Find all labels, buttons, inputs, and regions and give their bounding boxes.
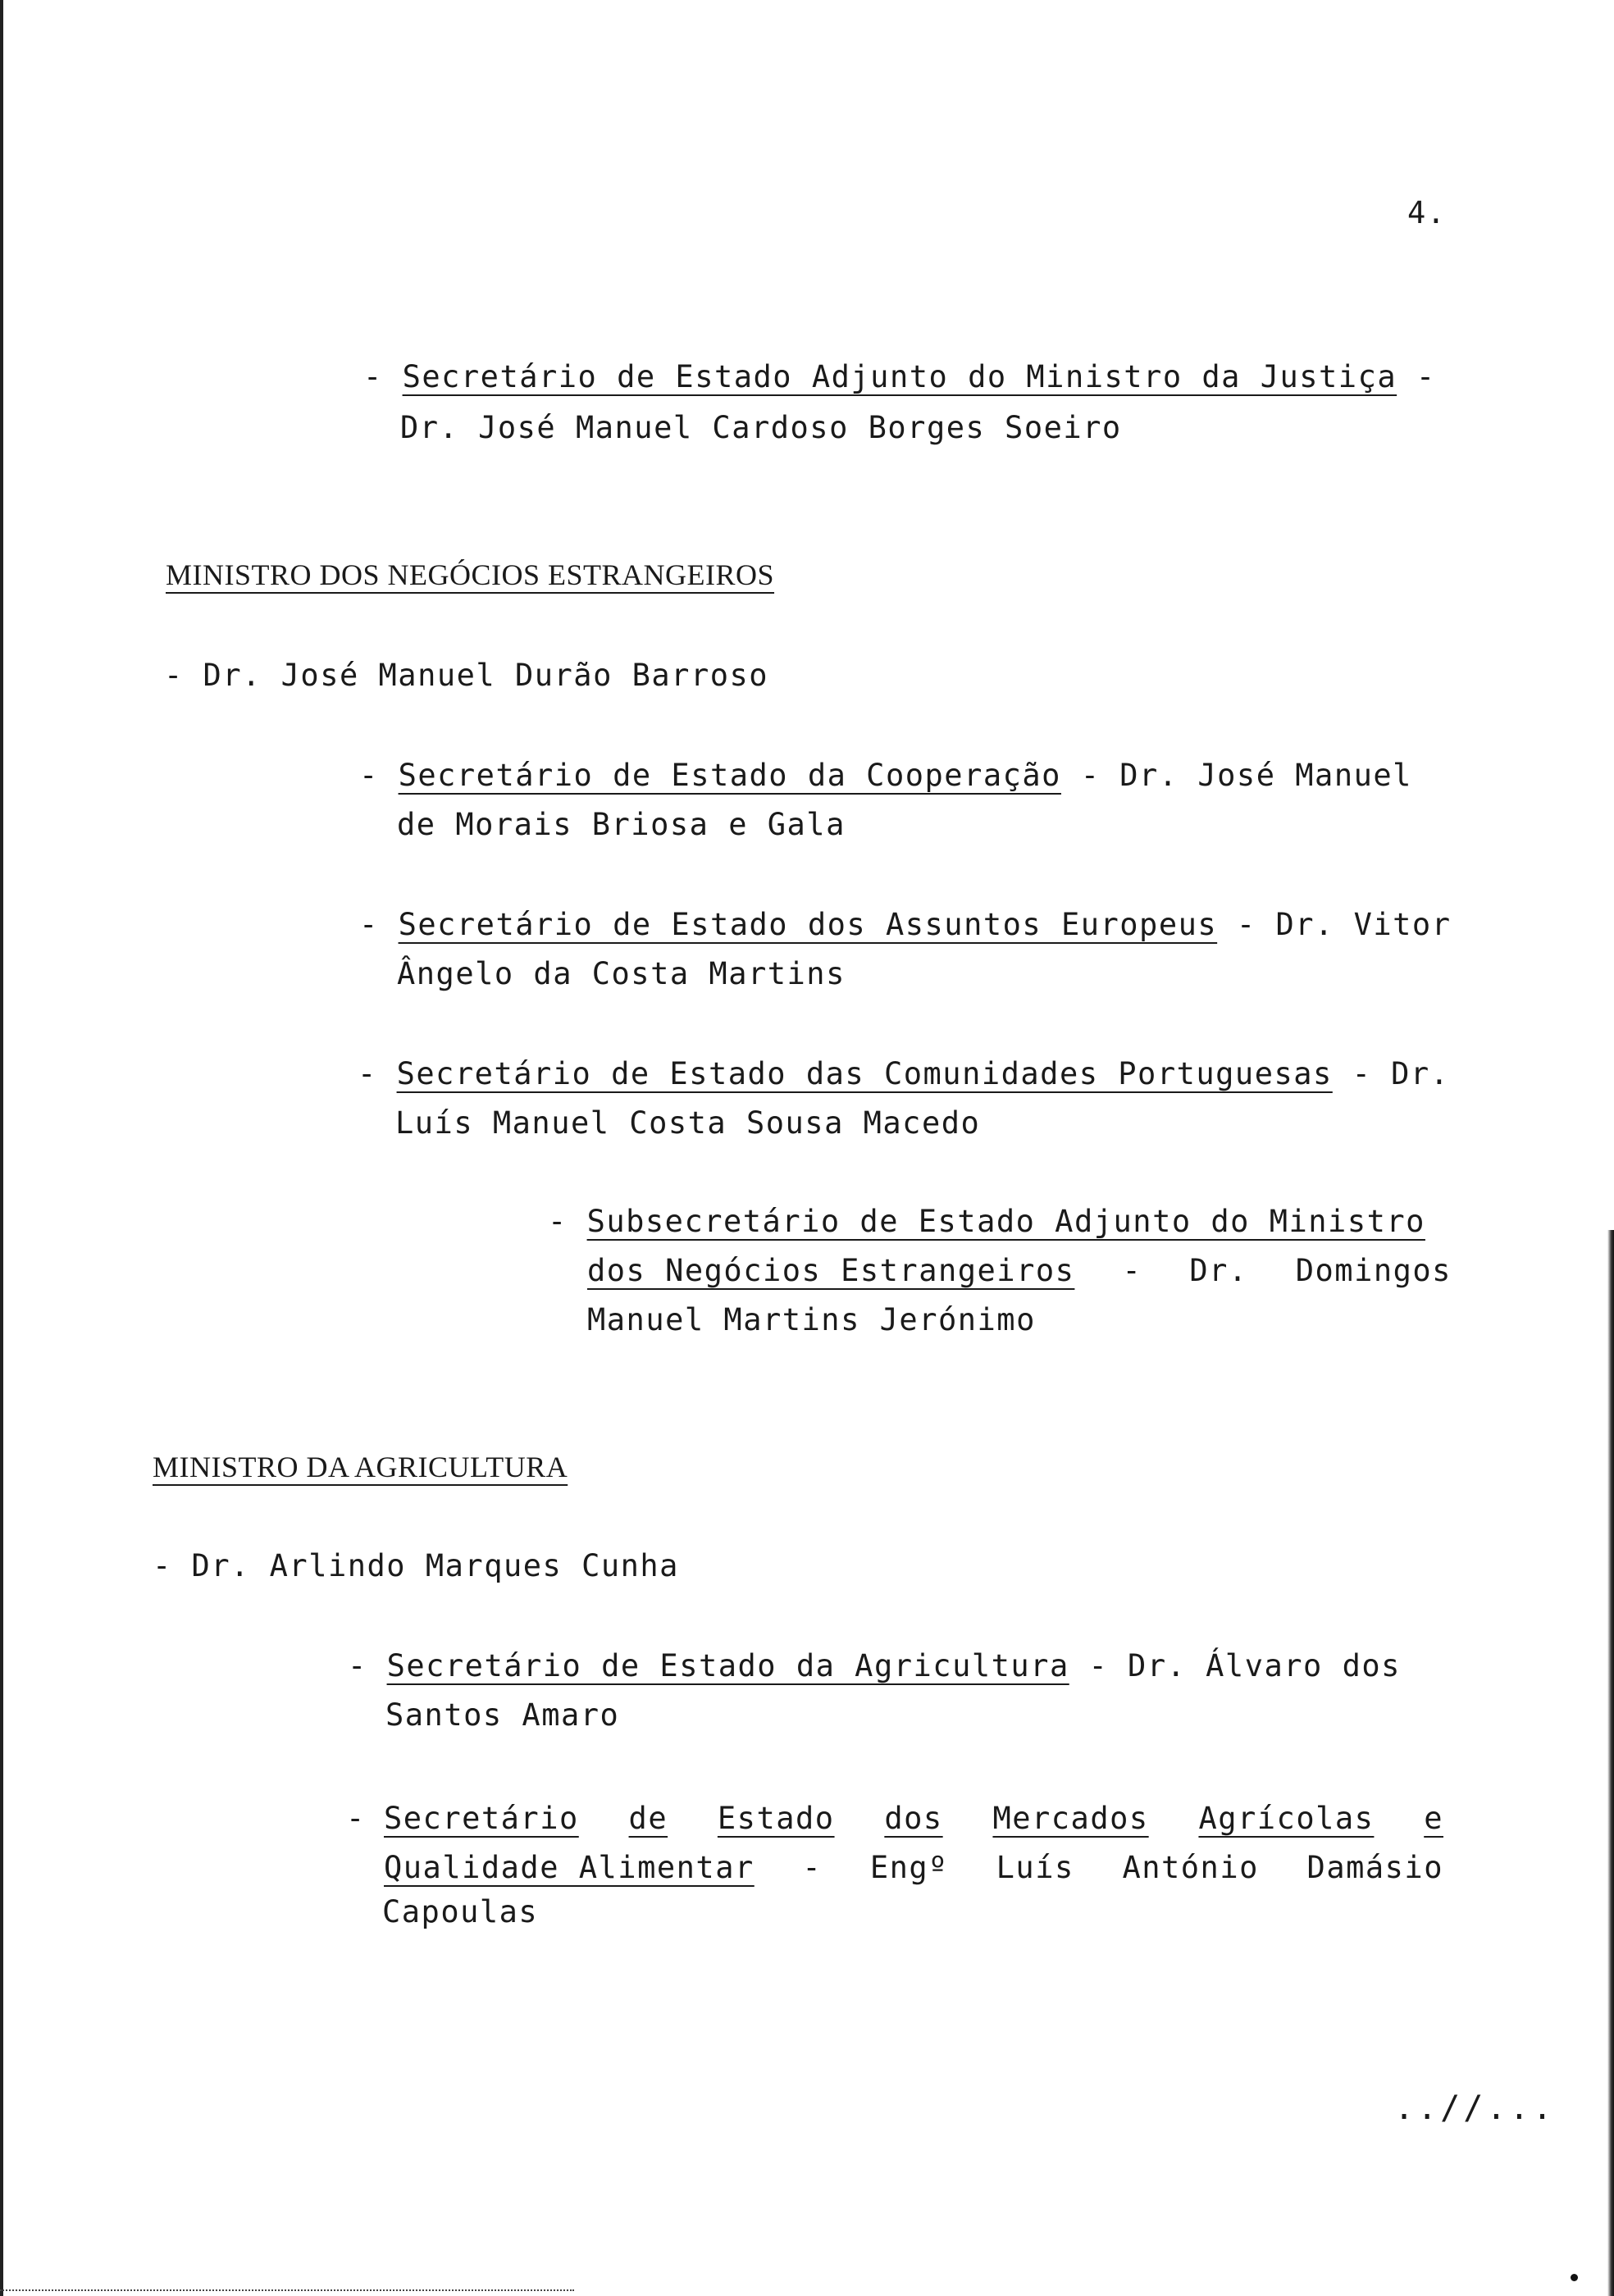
entry-title: Secretário de Estado dos Assuntos Europeus (398, 907, 1218, 942)
entry-name: Ângelo da Costa Martins (397, 956, 846, 991)
entry-title: dos Negócios Estrangeiros (587, 1253, 1075, 1288)
continuation-mark: ..//... (1394, 2089, 1556, 2127)
entry-title: Secretário de Estado da Agricultura (386, 1648, 1069, 1683)
entry-name: Santos Amaro (385, 1697, 620, 1733)
entry-title: Secretário de Estado das Comunidades Portuguesas (396, 1056, 1333, 1091)
minister-name: - Dr. Arlindo Marques Cunha (153, 1548, 679, 1583)
entry-mercados-dash: - (346, 1801, 366, 1836)
entry-title: Secretário de Estado da Cooperação (398, 758, 1061, 793)
section-heading-agricultura: MINISTRO DA AGRICULTURA (153, 1451, 568, 1483)
entry-name: de Morais Briosa e Gala (397, 807, 846, 842)
minister-name: - Dr. José Manuel Durão Barroso (164, 658, 769, 693)
entry-mercados-line2: Qualidade Alimentar - Engº Luís António Damásio (384, 1850, 1443, 1885)
entry-mercados-line1: Secretário de Estado dos Mercados Agrícolas e (384, 1801, 1443, 1836)
entry-subsecretario: - Subsecretário de Estado Adjunto do Ministro (548, 1204, 1425, 1239)
page-number: 4. (1407, 195, 1447, 230)
scan-edge-shadow (1607, 1230, 1614, 2296)
scan-spot (1571, 2274, 1578, 2281)
entry-title: Qualidade Alimentar (384, 1850, 755, 1885)
entry-name: Dr. José Manuel Cardoso Borges Soeiro (400, 410, 1122, 445)
entry-name: Luís Manuel Costa Sousa Macedo (395, 1105, 981, 1141)
entry-assuntos-europeus: - Secretário de Estado dos Assuntos Europeus - Dr. Vitor (359, 907, 1452, 942)
entry-name: Capoulas (382, 1894, 539, 1929)
entry-subsecretario-line2: dos Negócios Estrangeiros - Dr. Domingos (587, 1253, 1452, 1288)
section-heading-mne: MINISTRO DOS NEGÓCIOS ESTRANGEIROS (166, 558, 775, 591)
entry-name: Manuel Martins Jerónimo (587, 1302, 1036, 1337)
entry-secretario-agricultura: - Secretário de Estado da Agricultura - Dr. Álvaro dos (348, 1648, 1401, 1683)
entry-title: Subsecretário de Estado Adjunto do Ministro (586, 1204, 1425, 1239)
scan-noise (0, 2289, 574, 2296)
entry-title: Secretário de Estado Adjunto do Ministro da Justiça (402, 359, 1397, 394)
entry-justica-adjunto: - Secretário de Estado Adjunto do Ministro da Justiça - (363, 359, 1436, 394)
entry-comunidades: - Secretário de Estado das Comunidades Portuguesas - Dr. (358, 1056, 1450, 1091)
page-edge (0, 0, 3, 2296)
entry-cooperacao: - Secretário de Estado da Cooperação - Dr. José Manuel (359, 758, 1412, 793)
